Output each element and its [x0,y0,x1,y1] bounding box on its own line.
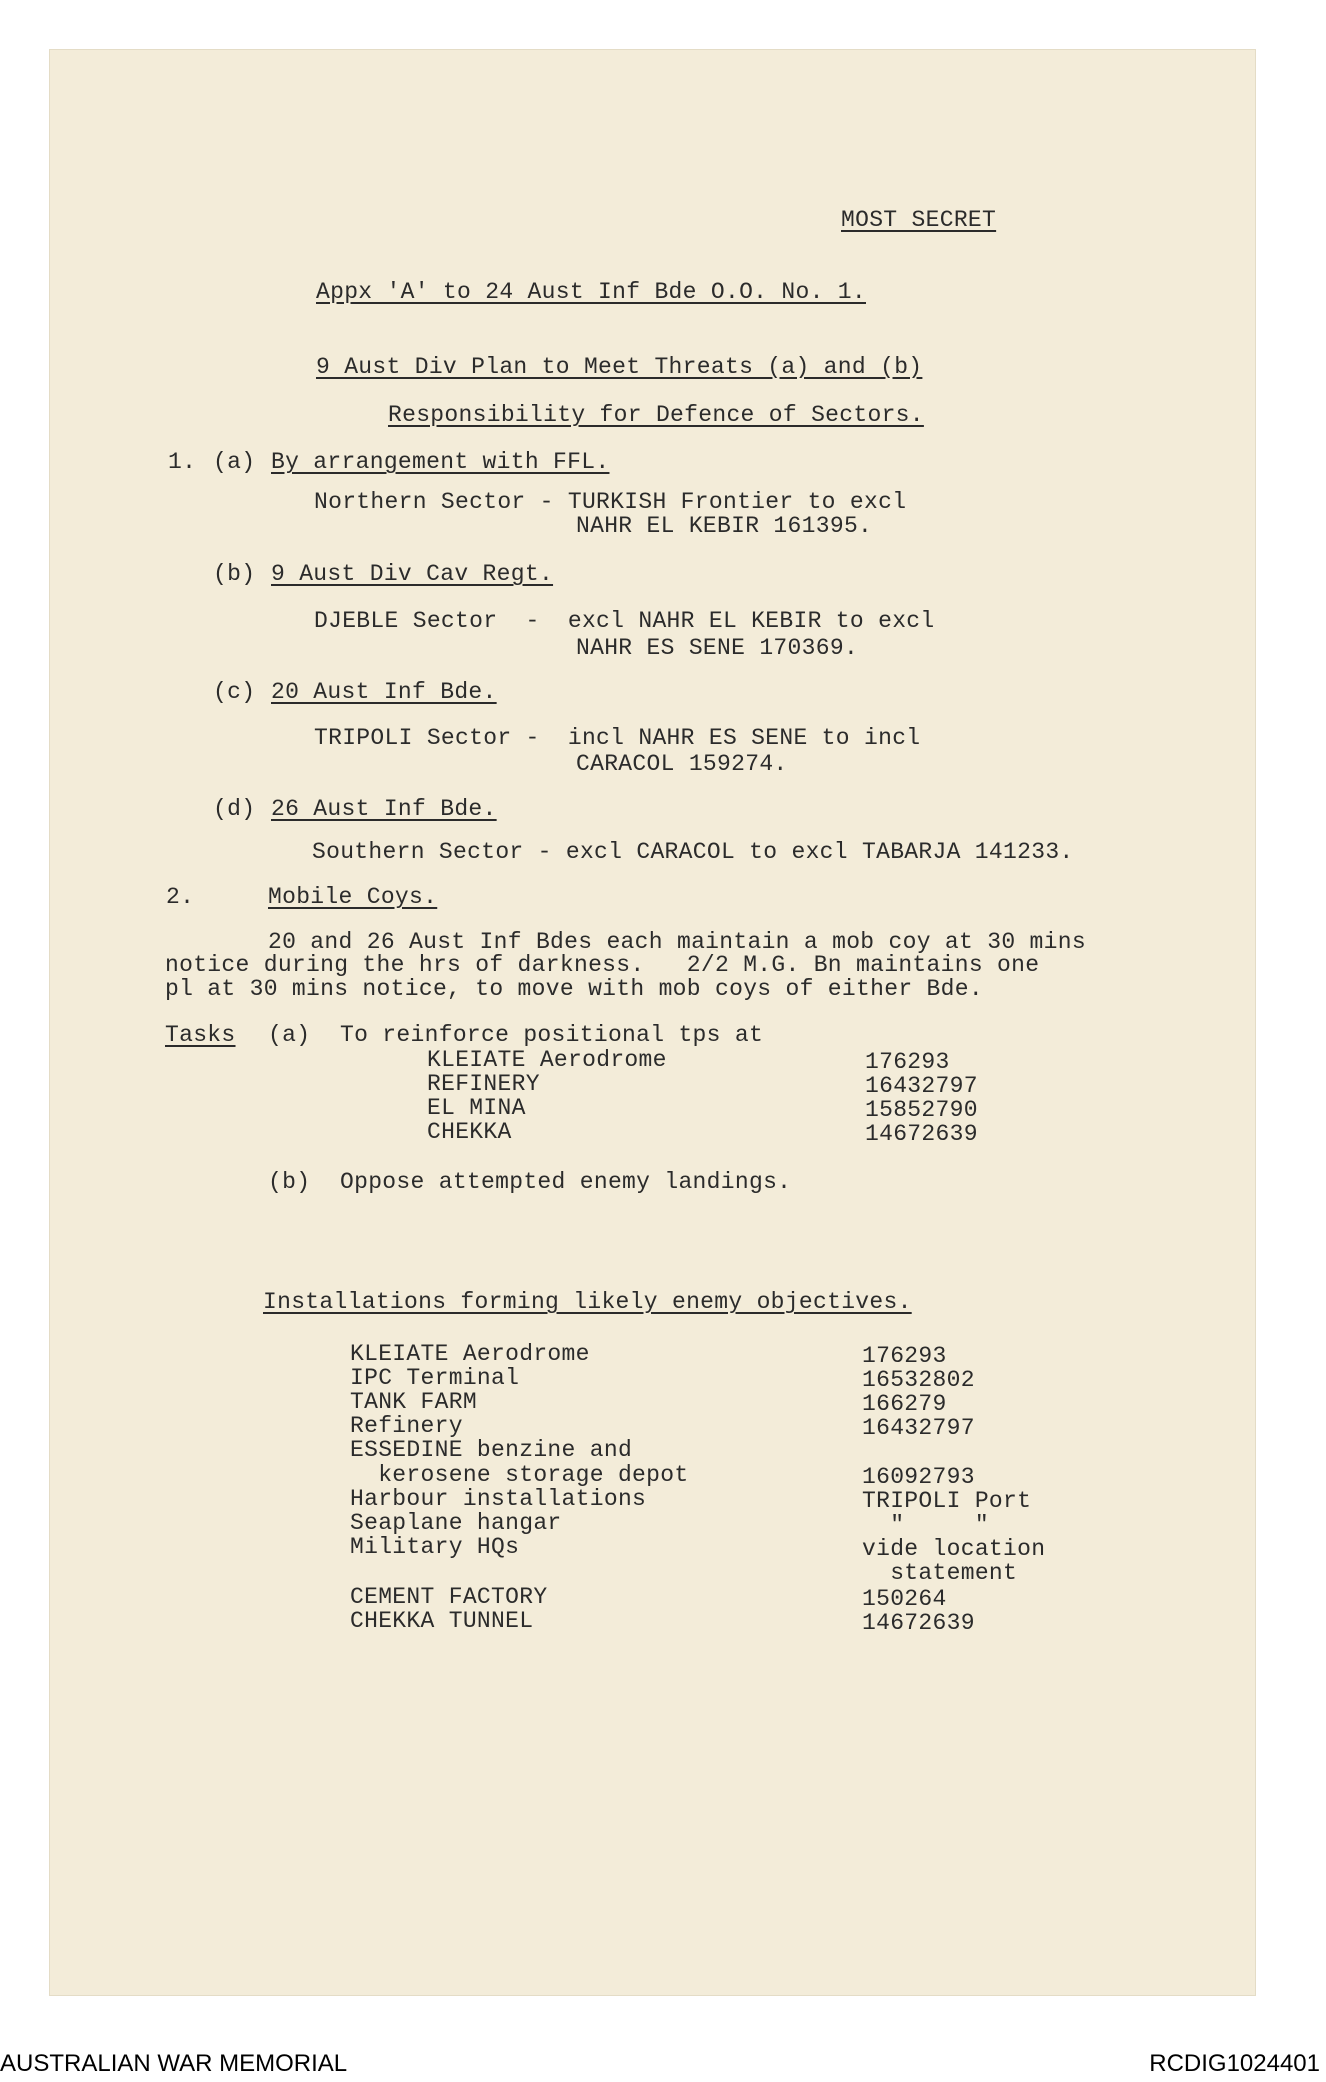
item-c-title: 20 Aust Inf Bde. [271,679,497,705]
installation-ref: 16532802 [862,1367,975,1393]
installation-ref: TRIPOLI Port [862,1488,1032,1514]
installation-name: ESSEDINE benzine and [350,1437,633,1463]
item-a-line-1: Northern Sector - TURKISH Frontier to excl [314,489,907,515]
installation-ref: 14672639 [862,1610,975,1636]
item-c-line-2: CARACOL 159274. [576,751,788,777]
installation-name: Harbour installations [350,1486,647,1512]
item-d-title: 26 Aust Inf Bde. [271,796,497,822]
installation-name: IPC Terminal [350,1365,520,1391]
para2-title: Mobile Coys. [268,884,438,910]
task-a-place-ref: 176293 [865,1049,950,1075]
task-b-text: Oppose attempted enemy landings. [340,1169,792,1195]
installation-ref: 16092793 [862,1464,975,1490]
installation-name: Refinery [350,1413,463,1439]
item-b-line-1: DJEBLE Sector - excl NAHR EL KEBIR to excl [314,608,935,634]
item-c-line-1: TRIPOLI Sector - incl NAHR ES SENE to incl [314,725,921,751]
installation-ref: statement [862,1560,1018,1586]
installation-name: TANK FARM [350,1389,477,1415]
para2-number: 2. [166,884,195,910]
installation-name: KLEIATE Aerodrome [350,1341,590,1367]
item-a-title: By arrangement with FFL. [271,449,610,475]
installation-ref: vide location [862,1536,1046,1562]
item-c-label: (c) [213,679,256,705]
installation-name: Military HQs [350,1534,520,1560]
classification-marking: MOST SECRET [841,207,997,233]
item-b-title: 9 Aust Div Cav Regt. [271,561,554,587]
task-a-label: (a) [268,1022,311,1048]
para2-body-line-3: pl at 30 mins notice, to move with mob coys of either Bde. [165,976,983,1002]
installation-name: kerosene storage depot [350,1462,689,1488]
installation-ref: 176293 [862,1343,947,1369]
installation-name: Seaplane hangar [350,1510,562,1536]
section-title: Responsibility for Defence of Sectors. [388,402,924,428]
item-a-line-2: NAHR EL KEBIR 161395. [576,513,873,539]
task-a-place-name: REFINERY [427,1071,540,1097]
task-a-place-name: KLEIATE Aerodrome [427,1047,667,1073]
para2-body-line-1: 20 and 26 Aust Inf Bdes each maintain a mob coy at 30 mins [268,929,1086,955]
task-a-place-name: CHEKKA [427,1119,512,1145]
task-a-place-ref: 14672639 [865,1121,978,1147]
task-a-place-name: EL MINA [427,1095,526,1121]
installations-title: Installations forming likely enemy objectives. [263,1289,912,1315]
para2-body-line-2: notice during the hrs of darkness. 2/2 M.G. Bn maintains one [165,952,1040,978]
item-d-label: (d) [213,796,256,822]
item-a-label: (a) [213,449,256,475]
footer-record-id: RCDIG1024401 [1149,2050,1320,2077]
installation-ref: 16432797 [862,1415,975,1441]
installation-name: CHEKKA TUNNEL [350,1608,534,1634]
footer-archive-name: AUSTRALIAN WAR MEMORIAL [0,2050,348,2077]
installation-ref: 166279 [862,1391,947,1417]
tasks-label: Tasks [165,1022,236,1048]
installation-name: CEMENT FACTORY [350,1584,548,1610]
installation-ref: " " [862,1512,989,1538]
para1-number: 1. [168,449,197,475]
task-a-place-ref: 15852790 [865,1097,978,1123]
item-d-line-1: Southern Sector - excl CARACOL to excl TABARJA 141233. [312,839,1074,865]
document-subheading: 9 Aust Div Plan to Meet Threats (a) and (b) [316,354,923,380]
document-heading: Appx 'A' to 24 Aust Inf Bde O.O. No. 1. [316,279,866,305]
installation-ref: 150264 [862,1586,947,1612]
item-b-line-2: NAHR ES SENE 170369. [576,635,859,661]
item-b-label: (b) [213,561,256,587]
task-a-text: To reinforce positional tps at [340,1022,764,1048]
task-a-place-ref: 16432797 [865,1073,978,1099]
task-b-label: (b) [268,1169,311,1195]
